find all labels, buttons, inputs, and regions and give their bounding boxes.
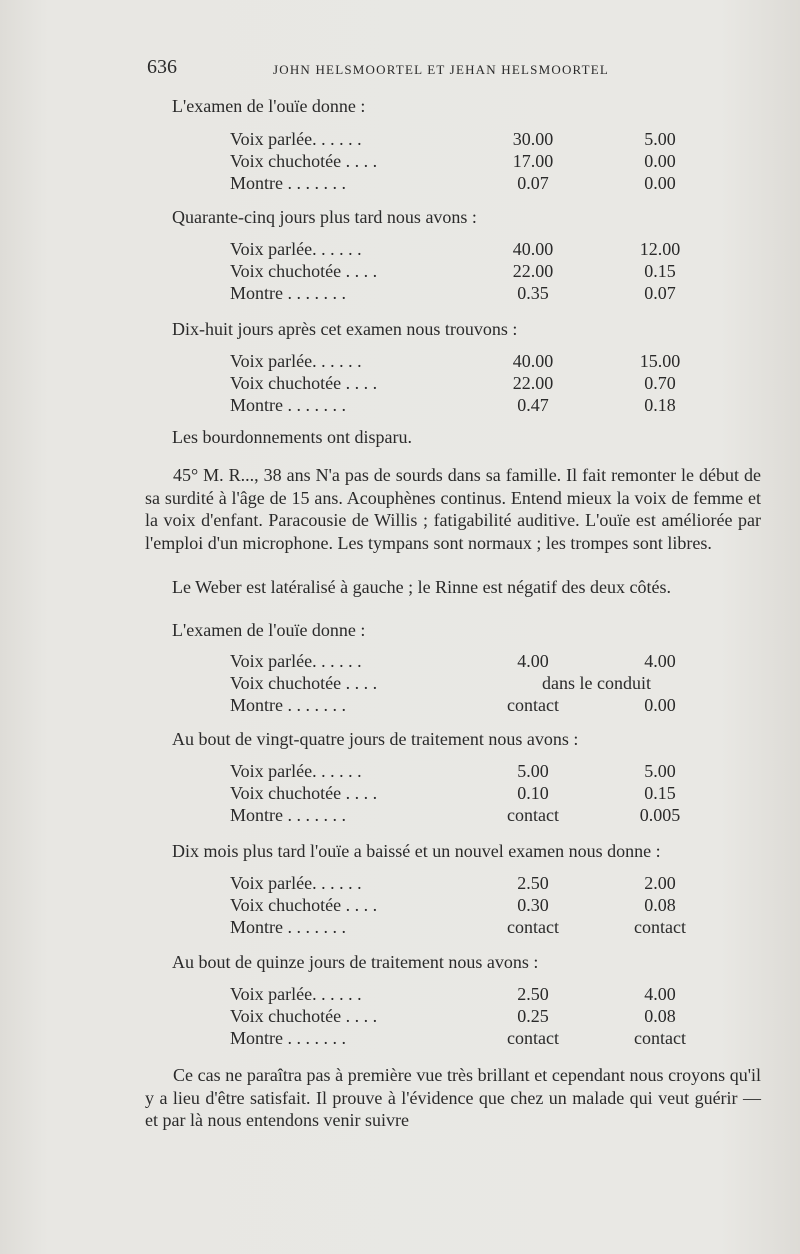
value-col-1: 22.00 — [512, 373, 554, 393]
value-col-2: 4.00 — [644, 984, 676, 1004]
value-merged: dans le conduit — [542, 673, 651, 693]
value-col-1: 22.00 — [512, 261, 554, 281]
row-label: Voix chuchotée . . . . — [230, 373, 378, 393]
exam-intro-5: Au bout de vingt-quatre jours de traitement nous avons : — [172, 729, 579, 749]
value-col-2: 0.08 — [644, 895, 676, 915]
row-label: Montre . . . . . . . — [230, 173, 346, 193]
row-label: Voix chuchotée . . . . — [230, 673, 378, 693]
row-label: Montre . . . . . . . — [230, 1028, 346, 1048]
row-label: Voix chuchotée . . . . — [230, 895, 378, 915]
row-label: Montre . . . . . . . — [230, 395, 346, 415]
value-col-2: 0.18 — [644, 395, 676, 415]
row-label: Voix parlée. . . . . . — [230, 984, 362, 1004]
value-col-1: 40.00 — [512, 351, 554, 371]
value-col-2: 5.00 — [644, 129, 676, 149]
page-number: 636 — [147, 56, 177, 78]
value-col-2: 0.70 — [644, 373, 676, 393]
row-label: Voix parlée. . . . . . — [230, 239, 362, 259]
value-col-1: 5.00 — [517, 761, 549, 781]
value-col-1: 0.10 — [517, 783, 549, 803]
table-row — [0, 128, 800, 150]
table-row — [0, 282, 800, 304]
bourdonnements-line: Les bourdonnements ont disparu. — [172, 427, 412, 447]
table-row — [0, 782, 800, 804]
table-row — [0, 894, 800, 916]
case-paragraph: 45° M. R..., 38 ans N'a pas de sourds dans sa famille. Il fait remonter le début de sa surdité à l'âge de 15 ans. Acouphènes continus. Entend mieux la voix de femme et la voix d'enfant. Paracousie de Willis ; fatigabilité auditive. L'ouïe est améliorée par l'emploi d'un microphone. Les tympans sont normaux ; les trompes sont libres. — [145, 465, 761, 553]
value-col-2: contact — [634, 917, 686, 937]
table-row — [0, 650, 800, 672]
value-col-1: 0.35 — [517, 283, 549, 303]
table-row — [0, 394, 800, 416]
value-col-1: contact — [507, 695, 559, 715]
row-label: Montre . . . . . . . — [230, 695, 346, 715]
row-label: Voix chuchotée . . . . — [230, 1006, 378, 1026]
hearing-table-6 — [0, 872, 800, 938]
exam-intro-6: Dix mois plus tard l'ouïe a baissé et un nouvel examen nous donne : — [172, 841, 661, 861]
row-label: Voix parlée. . . . . . — [230, 873, 362, 893]
hearing-table-2 — [0, 238, 800, 304]
value-col-1: 2.50 — [517, 984, 549, 1004]
value-col-1: 40.00 — [512, 239, 554, 259]
table-row — [0, 238, 800, 260]
value-col-2: 0.15 — [644, 261, 676, 281]
table-row — [0, 872, 800, 894]
value-col-2: 0.00 — [644, 151, 676, 171]
value-col-2: 12.00 — [639, 239, 681, 259]
table-row — [0, 1027, 800, 1049]
value-col-2: contact — [634, 1028, 686, 1048]
value-col-2: 5.00 — [644, 761, 676, 781]
table-row — [0, 916, 800, 938]
value-col-1: contact — [507, 917, 559, 937]
value-col-1: 0.47 — [517, 395, 549, 415]
hearing-table-5 — [0, 760, 800, 826]
exam-intro-2: Quarante-cinq jours plus tard nous avons : — [172, 207, 477, 227]
row-label: Voix chuchotée . . . . — [230, 261, 378, 281]
row-label: Montre . . . . . . . — [230, 283, 346, 303]
exam-intro-7: Au bout de quinze jours de traitement nous avons : — [172, 952, 539, 972]
value-col-1: 0.07 — [517, 173, 549, 193]
running-title: JOHN HELSMOORTEL ET JEHAN HELSMOORTEL — [273, 62, 610, 77]
value-col-1: 2.50 — [517, 873, 549, 893]
row-label: Voix chuchotée . . . . — [230, 151, 378, 171]
row-label: Voix parlée. . . . . . — [230, 761, 362, 781]
table-row — [0, 172, 800, 194]
value-col-1: 0.30 — [517, 895, 549, 915]
table-row — [0, 350, 800, 372]
table-row — [0, 672, 800, 694]
exam-intro-3: Dix-huit jours après cet examen nous trouvons : — [172, 319, 518, 339]
table-row — [0, 260, 800, 282]
value-col-2: 0.005 — [639, 805, 681, 825]
table-row — [0, 804, 800, 826]
value-col-1: 30.00 — [512, 129, 554, 149]
value-col-2: 0.08 — [644, 1006, 676, 1026]
row-label: Montre . . . . . . . — [230, 917, 346, 937]
value-col-1: contact — [507, 1028, 559, 1048]
value-col-2: 0.00 — [644, 173, 676, 193]
value-col-2: 4.00 — [644, 651, 676, 671]
value-col-1: 0.25 — [517, 1006, 549, 1026]
hearing-table-7 — [0, 983, 800, 1049]
exam-intro-4: L'examen de l'ouïe donne : — [172, 620, 366, 640]
value-col-2: 0.15 — [644, 783, 676, 803]
table-row — [0, 983, 800, 1005]
hearing-table-3 — [0, 350, 800, 416]
row-label: Montre . . . . . . . — [230, 805, 346, 825]
value-col-1: contact — [507, 805, 559, 825]
table-row — [0, 694, 800, 716]
row-label: Voix parlée. . . . . . — [230, 651, 362, 671]
value-col-1: 4.00 — [517, 651, 549, 671]
table-row — [0, 150, 800, 172]
exam-intro-1: L'examen de l'ouïe donne : — [172, 96, 366, 116]
hearing-table-4 — [0, 650, 800, 716]
page-header — [147, 56, 747, 82]
hearing-table-1 — [0, 128, 800, 194]
value-col-2: 0.07 — [644, 283, 676, 303]
closing-paragraph: Ce cas ne paraîtra pas à première vue très brillant et cependant nous croyons qu'il y a lieu d'être satisfait. Il prouve à l'évidence que chez un malade qui veut guérir — et par là nous entendons venir suivre — [145, 1065, 761, 1130]
table-row — [0, 760, 800, 782]
row-label: Voix parlée. . . . . . — [230, 351, 362, 371]
table-row — [0, 1005, 800, 1027]
value-col-2: 0.00 — [644, 695, 676, 715]
row-label: Voix parlée. . . . . . — [230, 129, 362, 149]
row-label: Voix chuchotée . . . . — [230, 783, 378, 803]
weber-rinne-line: Le Weber est latéralisé à gauche ; le Rinne est négatif des deux côtés. — [172, 577, 672, 597]
value-col-2: 15.00 — [639, 351, 681, 371]
table-row — [0, 372, 800, 394]
value-col-2: 2.00 — [644, 873, 676, 893]
value-col-1: 17.00 — [512, 151, 554, 171]
